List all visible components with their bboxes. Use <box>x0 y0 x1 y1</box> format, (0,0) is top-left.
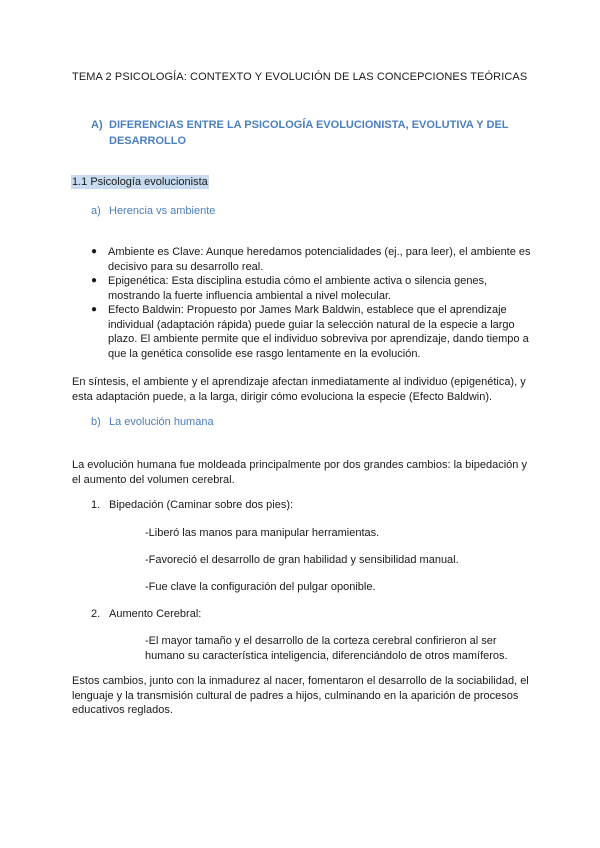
numbered-item-1 <box>91 498 491 514</box>
sub-a-label: a) <box>91 205 101 217</box>
evolution-intro-paragraph: La evolución humana fue moldeada principalmente por dos grandes cambios: la bipedación y el aumento del volumen cerebral. <box>72 459 527 486</box>
numbered-item-2 <box>91 607 491 623</box>
bipedation-point: -Favoreció el desarrollo de gran habilidad y sensibilidad manual. <box>145 554 459 566</box>
sub-a-heading <box>91 205 391 221</box>
conclusion-paragraph: Estos cambios, junto con la inmadurez al nacer, fomentaron el desarrollo de la sociabilidad, el lenguaje y la transmisión cultural de padres a hijos, culminando en la aparición de procesos educativos reglados. <box>72 675 529 716</box>
item-number: 2. <box>91 608 101 620</box>
item-label: Bipedación (Caminar sobre dos pies): <box>109 499 294 511</box>
section-a-title: DIFERENCIAS ENTRE LA PSICOLOGÍA EVOLUCIONISTA, EVOLUTIVA Y DEL DESARROLLO <box>109 119 509 147</box>
sub-b-title: La evolución humana <box>109 416 214 428</box>
subsection-heading-1-1: 1.1 Psicología evolucionista <box>72 176 208 188</box>
bullet-text: Ambiente es Clave: Aunque heredamos potencialidades (ej., para leer), el ambiente es decisivo para su desarrollo real. <box>108 246 531 273</box>
bullet-dot: ● <box>91 246 98 257</box>
document-title: TEMA 2 PSICOLOGÍA: CONTEXTO Y EVOLUCIÓN DE LAS CONCEPCIONES TEÓRICAS <box>72 71 528 83</box>
bullet-item <box>91 274 531 303</box>
sub-b-label: b) <box>91 416 101 428</box>
item-number: 1. <box>91 499 101 511</box>
bipedation-point: -Liberó las manos para manipular herramientas. <box>145 527 380 539</box>
bullet-text: Efecto Baldwin: Propuesto por James Mark Baldwin, establece que el aprendizaje individual (adaptación rápida) puede guiar la selección natural de la especie a largo plazo. El ambiente permite que el individuo sobreviva por aprendizaje, dando tiempo a que la genética consolide ese rasgo lentamente en la evolución. <box>108 304 529 360</box>
bullet-dot: ● <box>91 275 98 286</box>
bullet-item <box>91 245 531 274</box>
sub-a-title: Herencia vs ambiente <box>109 205 216 217</box>
summary-paragraph: En síntesis, el ambiente y el aprendizaje afectan inmediatamente al individuo (epigenética), y esta adaptación puede, a la larga, dirigir cómo evoluciona la especie (Efecto Baldwin). <box>72 376 526 403</box>
bullet-item <box>91 303 531 361</box>
bullet-text: Epigenética: Esta disciplina estudia cómo el ambiente activa o silencia genes, mostrando la fuerte influencia ambiental a nivel molecular. <box>108 275 488 302</box>
bipedation-point: -Fue clave la configuración del pulgar oponible. <box>145 581 376 593</box>
bullet-list <box>91 245 531 361</box>
section-a-label: A) <box>91 119 103 131</box>
item-label: Aumento Cerebral: <box>109 608 202 620</box>
bullet-dot: ● <box>91 304 98 315</box>
sub-b-heading <box>91 416 391 432</box>
brain-point: -El mayor tamaño y el desarrollo de la corteza cerebral confirieron al ser humano su característica inteligencia, diferenciándolo de otros mamíferos. <box>145 635 508 662</box>
